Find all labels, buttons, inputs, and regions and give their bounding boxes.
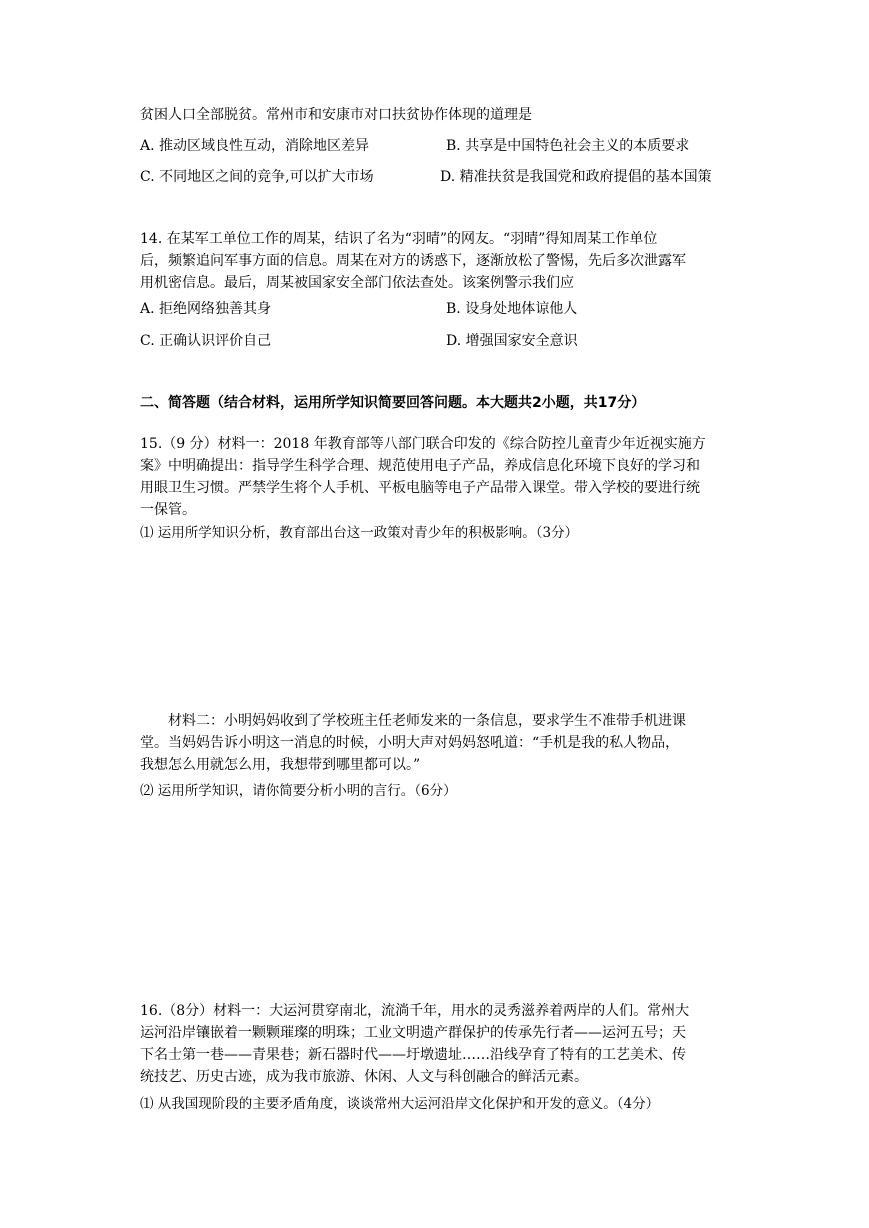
q15-subquestion-1: ⑴ 运用所学知识分析，教育部出台这一政策对青少年的积极影响。（3分） (140, 525, 579, 541)
q16-material1-line-3: 下名士第一巷——青果巷；新石器时代——圩墩遗址……沿线孕育了特有的工艺美术、传 (140, 1047, 686, 1063)
q15-material2-line-3: 我想怎么用就怎么用，我想带到哪里都可以。” (140, 757, 421, 773)
q15-material1-line-1: 15.（9 分）材料一：2018 年教育部等八部门联合印发的《综合防控儿童青少年近视实施方 (140, 436, 706, 452)
q15-material1-line-4: 一保管。 (140, 502, 196, 518)
q13-stem-tail: 贫困人口全部脱贫。常州市和安康市对口扶贫协作体现的道理是 (140, 107, 532, 123)
q13-option-d: D. 精准扶贫是我国党和政府提倡的基本国策 (440, 169, 712, 185)
q14-stem-line-3: 用机密信息。最后，周某被国家安全部门依法查处。该案例警示我们应 (140, 275, 574, 291)
q13-option-a: A. 推动区域良性互动，消除地区差异 (140, 138, 370, 154)
q14-stem-line-1: 14. 在某军工单位工作的周某，结识了名为“羽晴”的网友。“羽晴”得知周某工作单位 (140, 231, 658, 247)
q13-option-c: C. 不同地区之间的竞争,可以扩大市场 (140, 169, 374, 185)
q16-material1-line-2: 运河沿岸镶嵌着一颗颗璀璨的明珠；工业文明遗产群保护的传承先行者——运河五号；天 (140, 1025, 686, 1041)
q16-material1-line-1: 16.（8分）材料一：大运河贯穿南北，流淌千年，用水的灵秀滋养着两岸的人们。常州大 (140, 1003, 690, 1019)
q15-material1-line-3: 用眼卫生习惯。严禁学生将个人手机、平板电脑等电子产品带入课堂。带入学校的要进行统 (140, 480, 700, 496)
q14-option-b: B. 设身处地体谅他人 (446, 301, 578, 317)
q15-material1-line-2: 案》中明确提出：指导学生科学合理、规范使用电子产品，养成信息化环境下良好的学习和 (140, 458, 700, 474)
q16-material1-line-4: 统技艺、历史古迹，成为我市旅游、休闲、人文与科创融合的鲜活元素。 (140, 1069, 588, 1085)
q14-stem-line-2: 后，频繁追问军事方面的信息。周某在对方的诱惑下，逐渐放松了警惕，先后多次泄露军 (140, 253, 686, 269)
q14-option-d: D. 增强国家安全意识 (446, 333, 578, 349)
q16-subquestion-1: ⑴ 从我国现阶段的主要矛盾角度，谈谈常州大运河沿岸文化保护和开发的意义。（4分） (140, 1096, 660, 1112)
q14-option-a: A. 拒绝网络独善其身 (140, 301, 272, 317)
q15-material2-line-1: 材料二：小明妈妈收到了学校班主任老师发来的一条信息，要求学生不准带手机进课 (168, 713, 686, 729)
q14-option-c: C. 正确认识评价自己 (140, 333, 272, 349)
q15-subquestion-2: ⑵ 运用所学知识，请你简要分析小明的言行。（6分） (140, 783, 457, 799)
q13-option-b: B. 共享是中国特色社会主义的本质要求 (446, 138, 690, 154)
q15-material2-line-2: 堂。当妈妈告诉小明这一消息的时候，小明大声对妈妈怒吼道：“手机是我的私人物品， (140, 735, 680, 751)
section-2-heading: 二、简答题（结合材料，运用所学知识简要回答问题。本大题共2小题，共17分） (140, 395, 646, 411)
